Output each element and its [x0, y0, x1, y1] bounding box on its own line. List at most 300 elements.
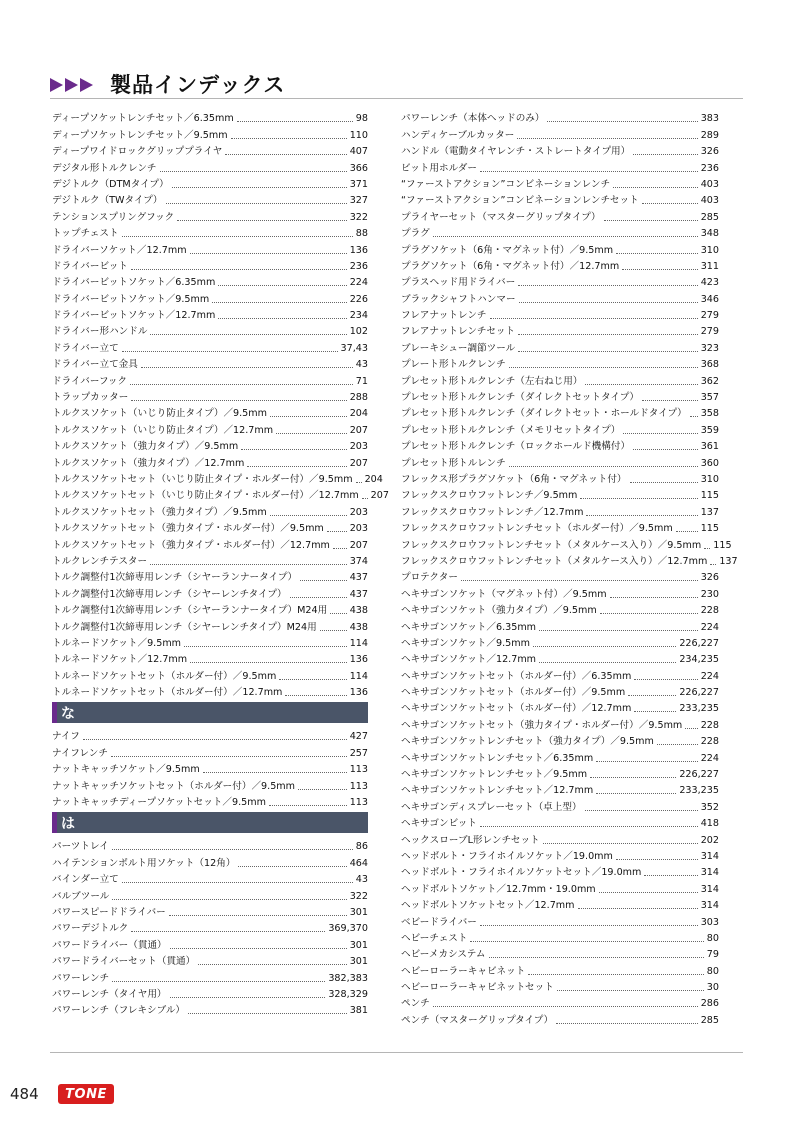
- entry-name: ヘキサゴンソケット／9.5mm: [401, 637, 530, 649]
- index-entry: [401, 715, 719, 731]
- entry-name: ベビードライバー: [401, 916, 477, 928]
- entry-page: 114: [349, 637, 368, 649]
- dot-leader: [586, 515, 697, 516]
- index-entry: [52, 371, 368, 387]
- entry-name: トルネードソケットセット（ホルダー付）／9.5mm: [52, 670, 277, 682]
- dot-leader: [519, 302, 698, 303]
- dot-leader: [461, 580, 698, 581]
- entry-page: 357: [700, 392, 719, 404]
- index-entry: [52, 158, 368, 174]
- index-entry: [52, 985, 368, 1001]
- dot-leader: [320, 630, 347, 631]
- entry-name: ヘキサゴンソケットレンチセット／12.7mm: [401, 785, 594, 797]
- entry-name: ドライバービットソケット／12.7mm: [52, 310, 216, 322]
- dot-leader: [327, 531, 347, 532]
- header-divider: [50, 98, 743, 99]
- entry-page: 314: [700, 850, 719, 862]
- entry-name: プレセット形トルクレンチ（左右ねじ用）: [401, 375, 583, 387]
- index-entry: [401, 912, 719, 928]
- dot-leader: [141, 367, 353, 368]
- dot-leader: [585, 384, 697, 385]
- dot-leader: [480, 925, 698, 926]
- index-entry: [401, 797, 719, 813]
- index-entry: [52, 486, 389, 502]
- index-entry: [52, 420, 368, 436]
- entry-page: 371: [349, 178, 368, 190]
- dot-leader: [518, 334, 698, 335]
- index-entry: [52, 240, 368, 256]
- index-entry: [52, 502, 368, 518]
- index-entry: [401, 863, 719, 879]
- index-header: [50, 72, 743, 100]
- entry-page: 437: [349, 588, 368, 600]
- dot-leader: [610, 597, 698, 598]
- entry-name: パワーレンチ（タイヤ用）: [52, 988, 167, 1000]
- dot-leader: [362, 498, 368, 499]
- entry-page: 257: [349, 747, 368, 759]
- index-entry: [401, 355, 719, 371]
- entry-name: ヘッドボルトソケットセット／12.7mm: [401, 900, 575, 912]
- entry-name: トルクスソケットセット（いじり防止タイプ・ホルダー付）／9.5mm: [52, 473, 353, 485]
- index-entry: [401, 404, 719, 420]
- entry-page: 86: [355, 841, 368, 853]
- index-entry: [52, 125, 368, 141]
- entry-page: 438: [349, 605, 368, 617]
- index-entry: [401, 519, 719, 535]
- dot-leader: [290, 597, 347, 598]
- dot-leader: [190, 253, 347, 254]
- index-entry: [401, 322, 719, 338]
- entry-page: 314: [700, 883, 719, 895]
- dot-leader: [122, 351, 338, 352]
- entry-page: 301: [349, 956, 368, 968]
- index-entry: [52, 584, 368, 600]
- entry-name: ナットキャッチソケット／9.5mm: [52, 764, 200, 776]
- dot-leader: [150, 334, 346, 335]
- entry-name: フレアナットレンチ: [401, 310, 487, 322]
- entry-name: ドライバーソケット／12.7mm: [52, 244, 187, 256]
- index-entry: [401, 584, 719, 600]
- entry-page: 382,383: [328, 972, 368, 984]
- index-entry: [52, 601, 368, 617]
- dot-leader: [169, 915, 347, 916]
- dot-leader: [539, 630, 698, 631]
- index-entry: [52, 437, 368, 453]
- entry-page: 114: [349, 670, 368, 682]
- entry-page: 383: [700, 113, 719, 125]
- entry-page: 346: [700, 293, 719, 305]
- entry-page: 303: [700, 916, 719, 928]
- dot-leader: [131, 400, 346, 401]
- index-entry: [52, 224, 368, 240]
- dot-leader: [237, 121, 353, 122]
- dot-leader: [642, 203, 698, 204]
- entry-name: ヘキサゴンソケットレンチセット（強力タイプ）／9.5mm: [401, 736, 654, 748]
- index-entry: [401, 453, 719, 469]
- entry-name: ドライバー立て: [52, 342, 119, 354]
- dot-leader: [710, 564, 716, 565]
- entry-page: 322: [349, 890, 368, 902]
- entry-name: “ファーストアクション”コンビネーションレンチ: [401, 178, 611, 190]
- entry-name: ビット用ホルダー: [401, 162, 477, 174]
- entry-name: ナットキャッチディープソケットセット／9.5mm: [52, 797, 266, 809]
- entry-name: トルクスソケット（強力タイプ）／12.7mm: [52, 457, 245, 469]
- entry-page: 137: [719, 555, 738, 567]
- dot-leader: [433, 1006, 698, 1007]
- entry-page: 207: [349, 539, 368, 551]
- index-entry: [52, 519, 368, 535]
- dot-leader: [518, 285, 697, 286]
- entry-page: 228: [700, 719, 719, 731]
- entry-name: トルク調整付1次締専用レンチ（シヤーランナータイプ）: [52, 572, 298, 584]
- entry-page: 226,227: [679, 769, 719, 781]
- entry-name: ペンチ（マスターグリップタイプ）: [401, 1014, 554, 1026]
- index-entry: [401, 748, 719, 764]
- section-label: な: [61, 705, 75, 722]
- entry-page: 403: [700, 195, 719, 207]
- index-entry: [401, 781, 719, 797]
- entry-page: 136: [349, 244, 368, 256]
- index-entry: [52, 666, 368, 682]
- entry-name: ナットキャッチソケットセット（ホルダー付）／9.5mm: [52, 780, 295, 792]
- entry-name: トラップカッター: [52, 392, 129, 404]
- index-entry: [52, 207, 368, 223]
- entry-name: ヘキサゴンソケットセット（ホルダー付）／6.35mm: [401, 670, 632, 682]
- entry-name: パーツトレイ: [52, 841, 109, 853]
- index-entry: [52, 453, 368, 469]
- entry-name: ナイフ: [52, 731, 80, 743]
- index-entry: [401, 994, 719, 1010]
- dot-leader: [111, 756, 347, 757]
- index-entry: [52, 727, 368, 743]
- entry-name: パワースピードドライバー: [52, 906, 166, 918]
- index-entry: [52, 257, 368, 273]
- entry-name: ディープソケットレンチセット／9.5mm: [52, 129, 228, 141]
- dot-leader: [218, 318, 346, 319]
- entry-page: 207: [349, 424, 368, 436]
- entry-page: 236: [700, 162, 719, 174]
- index-entry: [401, 306, 719, 322]
- index-entry: [401, 502, 719, 518]
- dot-leader: [599, 892, 698, 893]
- entry-name: トルク調整付1次締専用レンチ（シヤーランナータイプ）M24用: [52, 605, 328, 617]
- entry-page: 136: [349, 654, 368, 666]
- index-entry: [52, 743, 368, 759]
- entry-page: 204: [349, 408, 368, 420]
- page-number: 484: [10, 1085, 39, 1103]
- entry-page: 233,235: [679, 703, 719, 715]
- entry-name: ヘッドボルト・フライホイルソケット／19.0mm: [401, 850, 613, 862]
- entry-name: プレセット形トルクレンチ（ダイレクトセット・ホールドタイプ）: [401, 408, 687, 420]
- dot-leader: [112, 849, 353, 850]
- entry-name: ディープワイドロックグリッププライヤ: [52, 146, 223, 158]
- dot-leader: [596, 761, 698, 762]
- entry-name: ドライバービットソケット／9.5mm: [52, 293, 210, 305]
- index-entry: [401, 240, 719, 256]
- entry-page: 311: [700, 260, 719, 272]
- entry-page: 43: [355, 874, 368, 886]
- entry-name: フレックスクロウフットレンチ／12.7mm: [401, 506, 584, 518]
- dot-leader: [596, 793, 676, 794]
- entry-page: 348: [700, 228, 719, 240]
- entry-page: 314: [700, 900, 719, 912]
- dot-leader: [518, 351, 697, 352]
- entry-page: 226: [349, 293, 368, 305]
- entry-name: ヘビーローラーキャビネット: [401, 965, 526, 977]
- index-entry: [52, 273, 368, 289]
- dot-leader: [633, 154, 697, 155]
- entry-name: ヘキサゴンソケット／12.7mm: [401, 654, 537, 666]
- index-entry: [401, 896, 719, 912]
- entry-name: デジタル形トルクレンチ: [52, 162, 157, 174]
- entry-page: 301: [349, 906, 368, 918]
- dot-leader: [490, 318, 698, 319]
- entry-page: 230: [700, 588, 719, 600]
- index-entry: [52, 837, 368, 853]
- dot-leader: [630, 482, 698, 483]
- entry-name: ヘキサゴンソケットセット（強力タイプ・ホルダー付）／9.5mm: [401, 719, 683, 731]
- entry-name: ドライバーフック: [52, 375, 128, 387]
- entry-page: 358: [700, 408, 719, 420]
- dot-leader: [616, 859, 698, 860]
- index-entry: [401, 158, 719, 174]
- entry-name: ヘキサゴンソケットセット（ホルダー付）／9.5mm: [401, 687, 626, 699]
- dot-leader: [130, 384, 353, 385]
- entry-page: 279: [700, 326, 719, 338]
- index-entry: [401, 142, 719, 158]
- entry-page: 310: [700, 473, 719, 485]
- dot-leader: [509, 466, 698, 467]
- entry-page: 224: [700, 621, 719, 633]
- dot-leader: [590, 777, 676, 778]
- entry-name: ドライバービットソケット／6.35mm: [52, 277, 216, 289]
- index-entry: [52, 952, 368, 968]
- dot-leader: [212, 302, 346, 303]
- index-entry: [401, 371, 719, 387]
- dot-leader: [112, 981, 325, 982]
- dot-leader: [172, 187, 347, 188]
- entry-name: ドライバービット: [52, 260, 128, 272]
- index-entry: [401, 1010, 719, 1026]
- dot-leader: [480, 826, 698, 827]
- entry-name: プラスヘッド用ドライバー: [401, 277, 516, 289]
- entry-name: ヘッドボルト・フライホイルソケットセット／19.0mm: [401, 867, 642, 879]
- entry-name: デジトルク（TWタイプ）: [52, 195, 163, 207]
- dot-leader: [470, 941, 703, 942]
- dot-leader: [644, 875, 697, 876]
- entry-name: プラグソケット（6角・マグネット付）／12.7mm: [401, 260, 620, 272]
- dot-leader: [539, 662, 676, 663]
- entry-page: 224: [349, 277, 368, 289]
- entry-name: ヘキサゴンソケット（マグネット付）／9.5mm: [401, 588, 607, 600]
- entry-name: トルクスソケット（いじり防止タイプ）／9.5mm: [52, 408, 267, 420]
- entry-page: 285: [700, 211, 719, 223]
- entry-name: バルブツール: [52, 890, 110, 902]
- dot-leader: [556, 1023, 698, 1024]
- dot-leader: [676, 531, 698, 532]
- entry-name: パワードライバー（貫通）: [52, 939, 167, 951]
- dot-leader: [628, 695, 676, 696]
- dot-leader: [657, 744, 698, 745]
- index-entry: [401, 191, 719, 207]
- index-entry: [52, 617, 368, 633]
- dot-leader: [330, 613, 346, 614]
- dot-leader: [543, 843, 698, 844]
- index-entry: [401, 617, 719, 633]
- entry-page: 115: [700, 490, 719, 502]
- entry-page: 361: [700, 441, 719, 453]
- entry-page: 323: [700, 342, 719, 354]
- entry-page: 203: [349, 441, 368, 453]
- entry-page: 322: [349, 211, 368, 223]
- entry-name: ヘッドボルトソケット／12.7mm・19.0mm: [401, 883, 596, 895]
- entry-page: 137: [700, 506, 719, 518]
- index-column-right: [401, 109, 738, 1027]
- entry-name: ヘキサゴンソケットレンチセット／9.5mm: [401, 769, 588, 781]
- dot-leader: [150, 564, 347, 565]
- index-entry: [52, 191, 368, 207]
- entry-page: 326: [700, 146, 719, 158]
- index-entry: [401, 224, 719, 240]
- entry-name: フレアナットレンチセット: [401, 326, 516, 338]
- dot-leader: [600, 613, 698, 614]
- dot-leader: [131, 269, 347, 270]
- entry-page: 204: [364, 473, 383, 485]
- dot-leader: [509, 367, 698, 368]
- entry-name: プラグ: [401, 228, 430, 240]
- dot-leader: [285, 695, 346, 696]
- index-entry: [52, 322, 368, 338]
- index-entry: [52, 968, 368, 984]
- index-entry: [52, 535, 368, 551]
- dot-leader: [298, 789, 347, 790]
- entry-page: 362: [700, 375, 719, 387]
- entry-name: フレックス形プラグソケット（6角・マグネット付）: [401, 473, 627, 485]
- index-entry: [52, 760, 368, 776]
- dot-leader: [276, 433, 347, 434]
- dot-leader: [690, 416, 698, 417]
- index-entry: [401, 289, 719, 305]
- index-entry: [401, 634, 719, 650]
- entry-name: フレックスクロウフットレンチセット（メタルケース入り）／12.7mm: [401, 555, 708, 567]
- index-entry: [52, 289, 368, 305]
- entry-page: 226,227: [679, 687, 719, 699]
- dot-leader: [177, 220, 346, 221]
- dot-leader: [634, 679, 697, 680]
- entry-page: 327: [349, 195, 368, 207]
- index-entry: [401, 830, 719, 846]
- entry-page: 115: [700, 523, 719, 535]
- dot-leader: [131, 931, 325, 932]
- dot-leader: [241, 449, 346, 450]
- dot-leader: [433, 236, 698, 237]
- index-entry: [52, 388, 368, 404]
- index-entry: [401, 879, 719, 895]
- entry-page: 30: [706, 982, 719, 994]
- entry-page: 403: [700, 178, 719, 190]
- entry-name: ハンドル（電動タイヤレンチ・ストレートタイプ用）: [401, 146, 631, 158]
- entry-name: トルクスソケットセット（強力タイプ）／9.5mm: [52, 506, 267, 518]
- dot-leader: [613, 187, 698, 188]
- index-entry: [401, 978, 719, 994]
- entry-page: 115: [713, 539, 732, 551]
- index-entry: [52, 470, 383, 486]
- index-entry: [401, 601, 719, 617]
- index-entry: [401, 699, 719, 715]
- entry-page: 286: [700, 998, 719, 1010]
- entry-name: プレセット形トルレンチ: [401, 457, 506, 469]
- dot-leader: [585, 810, 698, 811]
- entry-page: 360: [700, 457, 719, 469]
- entry-page: 366: [349, 162, 368, 174]
- dot-leader: [269, 805, 347, 806]
- index-entry: [52, 109, 368, 125]
- entry-page: 113: [349, 764, 368, 776]
- index-entry: [52, 568, 368, 584]
- index-entry: [401, 961, 719, 977]
- index-entry: [52, 634, 368, 650]
- entry-page: 234,235: [679, 654, 719, 666]
- index-entry: [52, 650, 368, 666]
- entry-name: ヘビーメカシステム: [401, 949, 486, 961]
- entry-page: 224: [700, 752, 719, 764]
- dot-leader: [517, 138, 697, 139]
- index-entry: [401, 486, 719, 502]
- triple-arrow-icon: [50, 78, 93, 92]
- entry-page: 328,329: [328, 988, 368, 1000]
- entry-page: 136: [349, 687, 368, 699]
- entry-name: トルネードソケットセット（ホルダー付）／12.7mm: [52, 687, 283, 699]
- page-title: 製品インデックス: [110, 73, 286, 97]
- index-entry: [52, 142, 368, 158]
- entry-page: 418: [700, 818, 719, 830]
- index-entry: [52, 338, 368, 354]
- index-entry: [401, 732, 719, 748]
- footer-divider: [50, 1052, 743, 1053]
- entry-page: 352: [700, 801, 719, 813]
- index-entry: [401, 420, 719, 436]
- index-entry: [52, 903, 368, 919]
- entry-page: 79: [706, 949, 719, 961]
- index-column-left: [52, 109, 389, 1017]
- dot-leader: [190, 662, 347, 663]
- entry-name: フレックスクロウフットレンチセット（ホルダー付）／9.5mm: [401, 523, 673, 535]
- index-entry: [52, 870, 368, 886]
- entry-page: 279: [700, 310, 719, 322]
- entry-page: 301: [349, 939, 368, 951]
- entry-name: トルクスソケット（強力タイプ）／9.5mm: [52, 441, 239, 453]
- index-entry: [401, 847, 719, 863]
- dot-leader: [160, 171, 347, 172]
- entry-name: トルク調整付1次締専用レンチ（シヤーレンチタイプ）: [52, 588, 287, 600]
- entry-page: 374: [349, 555, 368, 567]
- dot-leader: [270, 515, 347, 516]
- entry-page: 113: [349, 797, 368, 809]
- entry-page: 464: [349, 857, 368, 869]
- entry-name: ヘキサゴンソケットレンチセット／6.35mm: [401, 752, 594, 764]
- index-entry: [401, 125, 719, 141]
- entry-name: トルネードソケット／12.7mm: [52, 654, 188, 666]
- entry-page: 326: [700, 572, 719, 584]
- dot-leader: [300, 580, 347, 581]
- entry-name: ハンディケーブルカッター: [401, 129, 515, 141]
- dot-leader: [622, 269, 698, 270]
- dot-leader: [685, 728, 697, 729]
- entry-page: 224: [700, 670, 719, 682]
- index-entry: [401, 945, 719, 961]
- section-header: [52, 702, 368, 723]
- entry-page: 203: [349, 523, 368, 535]
